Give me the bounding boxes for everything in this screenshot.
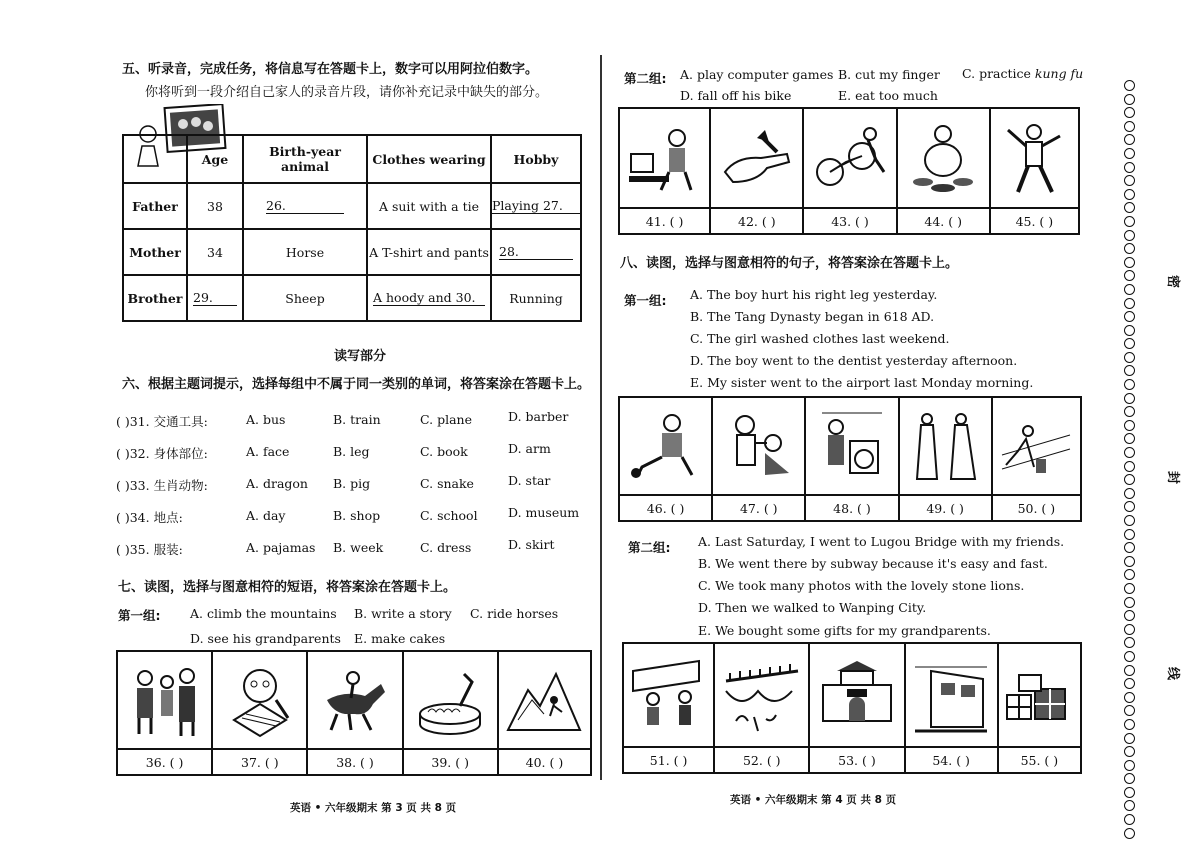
binding-hole-icon (1124, 542, 1135, 553)
binding-hole-icon (1124, 338, 1135, 349)
q32-option-d[interactable]: D. arm (508, 441, 551, 456)
binding-hole-icon (1124, 311, 1135, 322)
q32-option-c[interactable]: C. book (420, 444, 468, 459)
section6-title: 六、根据主题词提示，选择每组中不属于同一类别的单词，将答案涂在答题卡上。 (122, 377, 591, 392)
q34-stem: ( )34. 地点: (116, 510, 183, 525)
s8-g1-option-c: C. The girl washed clothes last weekend. (690, 331, 950, 346)
picture-row-51-55 (622, 642, 1082, 774)
picture-row-46-50 (618, 396, 1082, 522)
table-row: Father 38 26. A suit with a tie Playing 27. (123, 183, 581, 229)
wanping-city-picture (817, 651, 897, 739)
blank-29[interactable]: 29. (193, 290, 237, 306)
q34-option-a[interactable]: A. day (246, 508, 286, 523)
answer-46[interactable]: 46. ( ) (620, 494, 711, 520)
binding-hole-icon (1124, 787, 1135, 798)
binding-hole-icon (1124, 773, 1135, 784)
picture-cell-54 (906, 644, 999, 772)
page-divider (600, 55, 602, 780)
s7-g2-option-b: B. cut my finger (838, 67, 940, 82)
gifts-picture (1001, 651, 1077, 739)
read-write-title: 读写部分 (334, 349, 387, 364)
s8-g1-option-b: B. The Tang Dynasty began in 618 AD. (690, 309, 935, 324)
eat-too-much-picture (903, 116, 983, 200)
binding-hole-icon (1124, 298, 1135, 309)
answer-55[interactable]: 55. ( ) (999, 746, 1080, 772)
kung-fu-picture (994, 116, 1074, 200)
picture-cell-50 (993, 398, 1080, 520)
binding-hole-icon (1124, 202, 1135, 213)
binding-hole-icon (1124, 162, 1135, 173)
binding-hole-icon (1124, 637, 1135, 648)
s8-g2-option-e: E. We bought some gifts for my grandparents. (698, 623, 991, 638)
header-clothes: Clothes wearing (367, 135, 491, 183)
blank-30[interactable]: A hoody and 30. (373, 290, 485, 306)
binding-hole-icon (1124, 583, 1135, 594)
answer-40[interactable]: 40. ( ) (499, 748, 590, 774)
binding-hole-icon (1124, 325, 1135, 336)
binding-hole-icon (1124, 270, 1135, 281)
picture-cell-53 (810, 644, 905, 772)
answer-42[interactable]: 42. ( ) (711, 207, 802, 233)
s8-g2-option-d: D. Then we walked to Wanping City. (698, 600, 927, 615)
s7-g1-option-b: B. write a story (354, 606, 452, 621)
family-info-table (122, 134, 582, 322)
make-cakes-picture (410, 660, 490, 740)
binding-hole-icon (1124, 692, 1135, 703)
binding-hole-icon (1124, 230, 1135, 241)
binding-hole-icon (1124, 665, 1135, 676)
ride-horse-picture (315, 660, 395, 740)
picture-row-36-40 (116, 650, 592, 776)
q31-option-d[interactable]: D. barber (508, 409, 569, 424)
picture-row-41-45 (618, 107, 1080, 235)
climb-mountains-picture (504, 660, 584, 740)
binding-hole-icon (1124, 352, 1135, 363)
picture-cell-48 (806, 398, 899, 520)
binding-hole-icon (1124, 569, 1135, 580)
answer-47[interactable]: 47. ( ) (713, 494, 804, 520)
q31-option-a[interactable]: A. bus (246, 412, 286, 427)
q32-option-a[interactable]: A. face (246, 444, 290, 459)
q35-option-c[interactable]: C. dress (420, 540, 472, 555)
binding-hole-icon (1124, 733, 1135, 744)
table-row: Brother 29. Sheep A hoody and 30. Running (123, 275, 581, 321)
q35-option-d[interactable]: D. skirt (508, 537, 555, 552)
binding-hole-icon (1124, 610, 1135, 621)
picture-cell-38 (308, 652, 403, 774)
answer-44[interactable]: 44. ( ) (898, 207, 989, 233)
answer-37[interactable]: 37. ( ) (213, 748, 306, 774)
blank-28[interactable]: 28. (499, 244, 573, 260)
picture-cell-42 (711, 109, 804, 233)
picture-cell-43 (804, 109, 897, 233)
q33-option-b[interactable]: B. pig (333, 476, 371, 491)
s8-g2-option-b: B. We went there by subway because it's easy and fast. (698, 556, 1048, 571)
s7-g2-option-c: C. practice kung fu (962, 66, 1084, 81)
binding-hole-icon (1124, 148, 1135, 159)
q31-stem: ( )31. 交通工具: (116, 414, 208, 429)
binding-hole-icon (1124, 705, 1135, 716)
hurt-leg-picture (626, 405, 706, 487)
s7-g1-option-c: C. ride horses (470, 606, 559, 621)
header-hobby: Hobby (491, 135, 581, 183)
tang-dynasty-picture (905, 405, 985, 487)
binding-hole-icon (1124, 257, 1135, 268)
answer-49[interactable]: 49. ( ) (900, 494, 991, 520)
s7-g1-option-a: A. climb the mountains (190, 606, 337, 621)
answer-38[interactable]: 38. ( ) (308, 748, 401, 774)
blank-27[interactable]: Playing 27. (492, 198, 580, 214)
footer-right: 英语 • 六年级期末 第 4 页 共 8 页 (730, 794, 897, 806)
cut-finger-picture (717, 116, 797, 200)
binding-hole-icon (1124, 406, 1135, 417)
answer-51[interactable]: 51. ( ) (624, 746, 713, 772)
answer-43[interactable]: 43. ( ) (804, 207, 895, 233)
q34-option-b[interactable]: B. shop (333, 508, 381, 523)
binding-hole-icon (1124, 474, 1135, 485)
binding-hole-icon (1124, 175, 1135, 186)
q31-option-b[interactable]: B. train (333, 412, 381, 427)
header-age: Age (187, 135, 243, 183)
binding-hole-icon (1124, 814, 1135, 825)
binding-hole-icon (1124, 284, 1135, 295)
binding-hole-icon (1124, 243, 1135, 254)
binding-hole-icon (1124, 760, 1135, 771)
binding-hole-icon (1124, 94, 1135, 105)
computer-games-picture (625, 116, 705, 200)
fall-off-bike-picture (810, 116, 890, 200)
answer-48[interactable]: 48. ( ) (806, 494, 897, 520)
answer-52[interactable]: 52. ( ) (715, 746, 808, 772)
binding-hole-icon (1124, 651, 1135, 662)
binding-hole-icon (1124, 447, 1135, 458)
binding-hole-icon (1124, 556, 1135, 567)
write-story-picture (220, 660, 300, 740)
binding-hole-icon (1124, 624, 1135, 635)
picture-cell-36 (118, 652, 213, 774)
s8-group2-label: 第二组: (628, 540, 671, 555)
binding-hole-icon (1124, 107, 1135, 118)
section5-subtitle: 你将听到一段介绍自己家人的录音片段，请你补充记录中缺失的部分。 (145, 85, 549, 100)
s7-g2-option-e: E. eat too much (838, 88, 938, 103)
q32-stem: ( )32. 身体部位: (116, 446, 208, 461)
picture-cell-47 (713, 398, 806, 520)
q35-option-b[interactable]: B. week (333, 540, 384, 555)
section8-title: 八、读图，选择与图意相符的句子，将答案涂在答题卡上。 (620, 256, 959, 271)
picture-cell-52 (715, 644, 810, 772)
binding-hole-icon (1124, 597, 1135, 608)
binding-hole-icon (1124, 488, 1135, 499)
binding-hole-icon (1124, 379, 1135, 390)
q33-stem: ( )33. 生肖动物: (116, 478, 208, 493)
binding-hole-icon (1124, 420, 1135, 431)
binding-hole-icon (1124, 121, 1135, 132)
q35-stem: ( )35. 服装: (116, 542, 183, 557)
s7-g1-option-d: D. see his grandparents (190, 631, 341, 646)
q33-option-a[interactable]: A. dragon (246, 476, 308, 491)
s8-g1-option-d: D. The boy went to the dentist yesterday afternoon. (690, 353, 1018, 368)
picture-cell-44 (898, 109, 991, 233)
picture-cell-41 (620, 109, 711, 233)
s7-g2-option-a: A. play computer games (680, 67, 834, 82)
binding-hole-icon (1124, 746, 1135, 757)
s8-g2-option-c: C. We took many photos with the lovely stone lions. (698, 578, 1025, 593)
lugou-bridge-picture (722, 651, 802, 739)
header-animal: Birth-year animal (243, 135, 367, 183)
s8-g1-option-a: A. The boy hurt his right leg yesterday. (690, 287, 938, 302)
q33-option-c[interactable]: C. snake (420, 476, 474, 491)
q34-option-d[interactable]: D. museum (508, 505, 580, 520)
footer-left: 英语 • 六年级期末 第 3 页 共 8 页 (290, 802, 457, 814)
answer-50[interactable]: 50. ( ) (993, 494, 1080, 520)
answer-54[interactable]: 54. ( ) (906, 746, 997, 772)
binding-hole-icon (1124, 365, 1135, 376)
answer-36[interactable]: 36. ( ) (118, 748, 211, 774)
picture-cell-49 (900, 398, 993, 520)
seal-text-xian: 线 (1165, 666, 1181, 681)
section5-title: 五、听录音，完成任务，将信息写在答题卡上，数字可以用阿拉伯数字。 (122, 62, 539, 77)
s8-g1-option-e: E. My sister went to the airport last Monday morning. (690, 375, 1034, 390)
picture-cell-46 (620, 398, 713, 520)
binding-hole-icon (1124, 216, 1135, 227)
answer-39[interactable]: 39. ( ) (404, 748, 497, 774)
q35-option-a[interactable]: A. pajamas (246, 540, 316, 555)
picture-cell-45 (991, 109, 1078, 233)
binding-hole-icon (1124, 678, 1135, 689)
blank-26[interactable]: 26. (266, 198, 344, 214)
binding-hole-icon (1124, 393, 1135, 404)
binding-hole-icon (1124, 529, 1135, 540)
q32-option-b[interactable]: B. leg (333, 444, 370, 459)
stone-lions-photo-picture (629, 651, 709, 739)
binding-hole-icon (1124, 515, 1135, 526)
grandparents-picture (125, 660, 205, 740)
binding-hole-icon (1124, 800, 1135, 811)
binding-hole-icon (1124, 433, 1135, 444)
q31-option-c[interactable]: C. plane (420, 412, 472, 427)
s7-group2-label: 第二组: (624, 71, 667, 86)
table-row: Mother 34 Horse A T-shirt and pants 28. (123, 229, 581, 275)
binding-hole-icon (1124, 501, 1135, 512)
section7-title: 七、读图，选择与图意相符的短语，将答案涂在答题卡上。 (118, 580, 457, 595)
binding-hole-icon (1124, 719, 1135, 730)
subway-picture (911, 651, 991, 739)
binding-hole-icon (1124, 189, 1135, 200)
binding-holes (1124, 80, 1136, 841)
wash-clothes-picture (812, 405, 892, 487)
answer-45[interactable]: 45. ( ) (991, 207, 1078, 233)
picture-cell-55 (999, 644, 1080, 772)
q33-option-d[interactable]: D. star (508, 473, 551, 488)
binding-hole-icon (1124, 80, 1135, 91)
answer-53[interactable]: 53. ( ) (810, 746, 903, 772)
s7-group1-label: 第一组: (118, 608, 161, 623)
binding-hole-icon (1124, 828, 1135, 839)
picture-cell-37 (213, 652, 308, 774)
binding-hole-icon (1124, 461, 1135, 472)
picture-cell-39 (404, 652, 499, 774)
s7-g2-option-d: D. fall off his bike (680, 88, 792, 103)
binding-hole-icon (1124, 134, 1135, 145)
seal-text-mi: 密 (1165, 274, 1181, 289)
answer-41[interactable]: 41. ( ) (620, 207, 709, 233)
s8-g2-option-a: A. Last Saturday, I went to Lugou Bridge with my friends. (698, 534, 1065, 549)
dentist-picture (719, 405, 799, 487)
table-header-row (123, 135, 581, 183)
picture-cell-40 (499, 652, 590, 774)
q34-option-c[interactable]: C. school (420, 508, 478, 523)
s8-group1-label: 第一组: (624, 293, 667, 308)
s7-g1-option-e: E. make cakes (354, 631, 446, 646)
picture-cell-51 (624, 644, 715, 772)
airport-picture (996, 405, 1076, 487)
seal-text-feng: 封 (1165, 470, 1181, 485)
